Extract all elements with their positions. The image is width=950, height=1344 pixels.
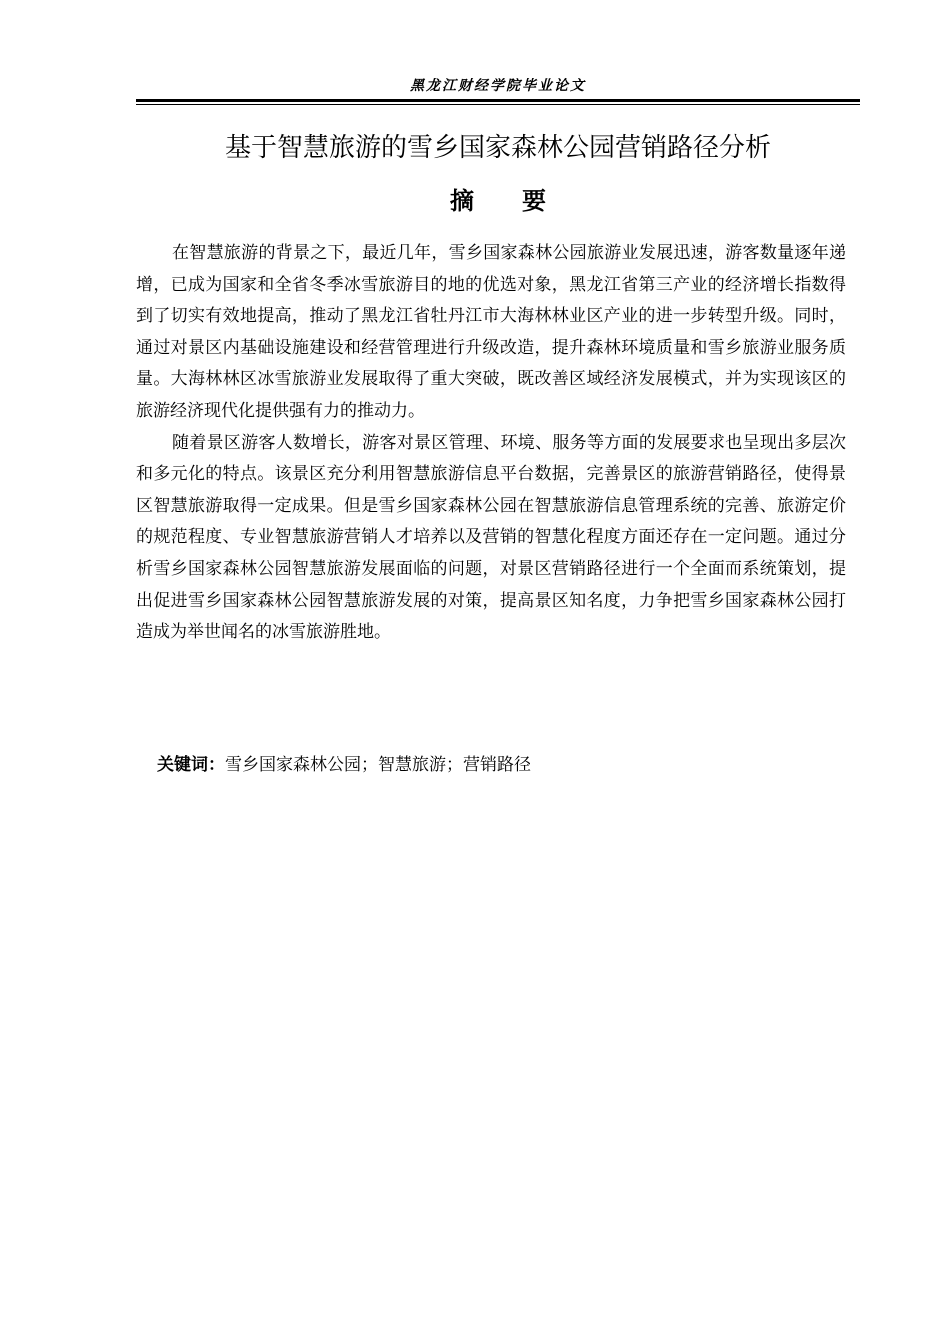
running-header: 黑龙江财经学院毕业论文 <box>410 78 586 94</box>
paper-title: 基于智慧旅游的雪乡国家森林公园营销路径分析 <box>224 133 771 163</box>
keywords-label: 关键词： <box>157 755 225 775</box>
header-rule-thin <box>136 104 860 105</box>
keywords-value: 雪乡国家森林公园；智慧旅游；营销路径 <box>225 755 531 775</box>
abstract-heading: 摘要 <box>450 187 594 215</box>
abstract-paragraph-2: 随着景区游客人数增长，游客对景区管理、环境、服务等方面的发展要求也呈现出多层次和多元化的特点。该景区充分利用智慧旅游信息平台数据，完善景区的旅游营销路径，使得景区智慧旅游取得一定成果。但是雪乡国家森林公园在智慧旅游信息管理系统的完善、旅游定价的规范程度、专业智慧旅游营销人才培养以及营销的智慧化程度方面还存在一定问题。通过分析雪乡国家森林公园智慧旅游发展面临的问题，对景区营销路径进行一个全面而系统策划，提出促进雪乡国家森林公园智慧旅游发展的对策，提高景区知名度，力争把雪乡国家森林公园打造成为举世闻名的冰雪旅游胜地。 <box>136 432 846 643</box>
abstract-paragraph-1: 在智慧旅游的背景之下，最近几年，雪乡国家森林公园旅游业发展迅速，游客数量逐年递增，已成为国家和全省冬季冰雪旅游目的地的优选对象，黑龙江省第三产业的经济增长指数得到了切实有效地提高，推动了黑龙江省牡丹江市大海林林业区产业的进一步转型升级。同时，通过对景区内基础设施建设和经营管理进行升级改造，提升森林环境质量和雪乡旅游业服务质量。大海林林区冰雪旅游业发展取得了重大突破，既改善区域经济发展模式，并为实现该区的旅游经济现代化提供强有力的推动力。 <box>136 243 846 421</box>
abstract-body <box>136 238 846 649</box>
header-rule-thick <box>136 99 860 102</box>
keywords-line <box>157 750 531 780</box>
